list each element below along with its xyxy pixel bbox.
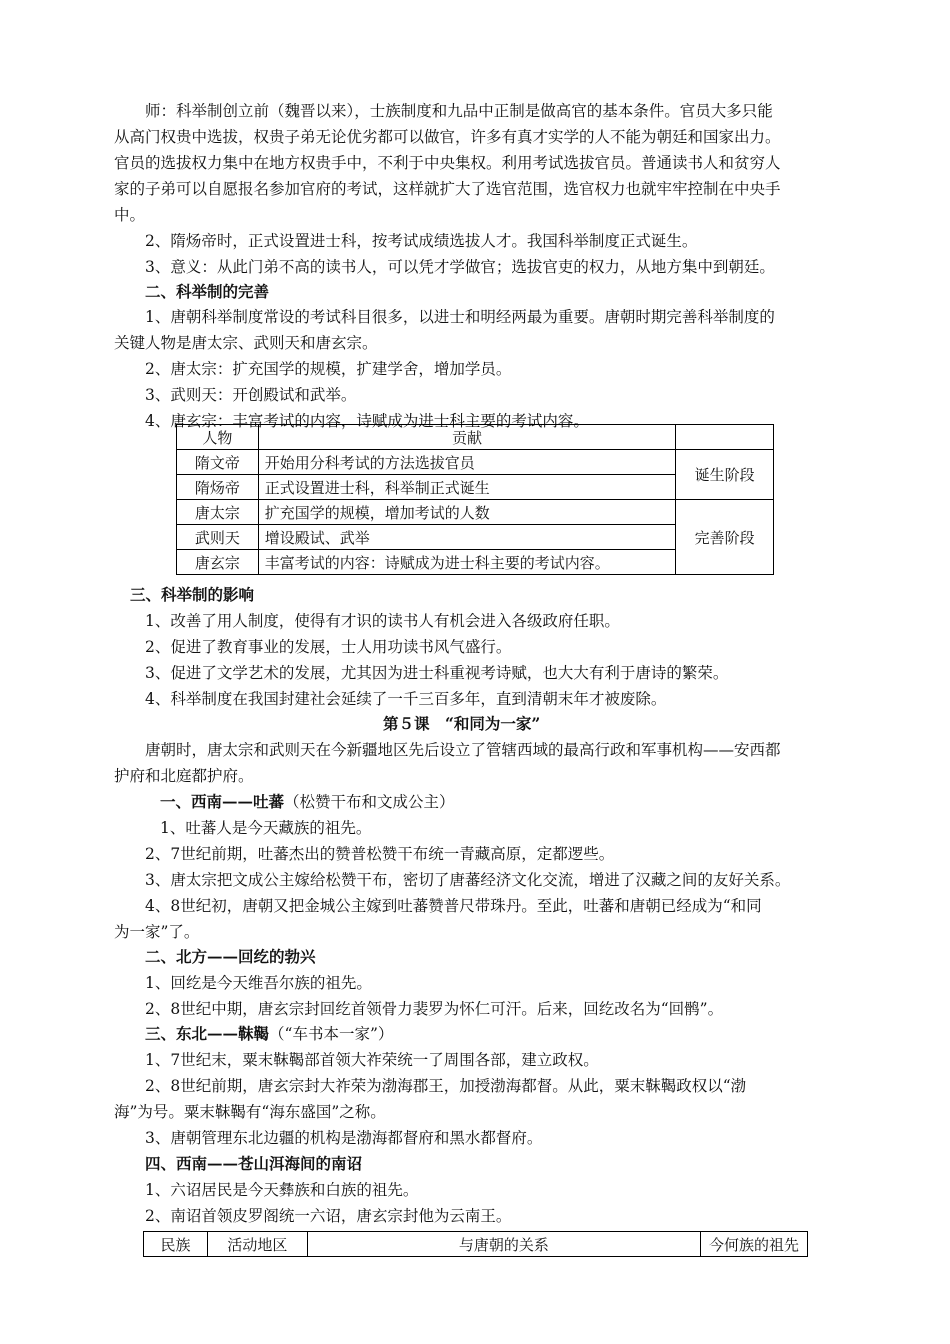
tang-point-4: 4、唐玄宗：丰富考试的内容，诗赋成为进士科主要的考试内容。 (145, 412, 589, 430)
heading-mohe-title: 三、东北——靺鞨 (145, 1024, 270, 1043)
nanzhao-point-2: 2、南诏首领皮罗阁统一六诏，唐玄宗封他为云南王。 (145, 1207, 512, 1225)
person-cell: 唐太宗 (177, 500, 259, 525)
table-header-row (177, 425, 774, 450)
tang-point-2: 2、唐太宗：扩充国学的规模，扩建学舍，增加学员。 (145, 360, 512, 378)
contribution-cell: 丰富考试的内容：诗赋成为进士科主要的考试内容。 (258, 550, 675, 575)
table-row (177, 450, 774, 475)
heading-tubo (160, 791, 455, 813)
table-header-cell: 与唐朝的关系 (307, 1232, 700, 1257)
influence-point-2: 2、促进了教育事业的发展，士人用功读书风气盛行。 (145, 638, 512, 656)
heading-mohe-note: （“车书本一家”） (269, 1025, 394, 1043)
teacher-paragraph-line-2: 从高门权贵中选拔，权贵子弟无论优劣都可以做官，许多有真才实学的人不能为朝廷和国家出力。 (114, 128, 781, 146)
table-header-cell: 活动地区 (207, 1232, 307, 1257)
contribution-cell: 正式设置进士科，科举制正式诞生 (258, 475, 675, 500)
huihe-point-1: 1、回纥是今天维吾尔族的祖先。 (145, 974, 372, 992)
person-cell: 隋炀帝 (177, 475, 259, 500)
tubo-point-3: 3、唐太宗把文成公主嫁给松赞干布，密切了唐蕃经济文化交流，增进了汉藏之间的友好关系。 (145, 871, 791, 889)
lesson-5-intro-line-1: 唐朝时，唐太宗和武则天在今新疆地区先后设立了管辖西域的最高行政和军事机构——安西都 (145, 741, 781, 759)
contribution-cell: 增设殿试、武举 (258, 525, 675, 550)
mohe-point-1: 1、7世纪末，粟末靺鞨部首领大祚荣统一了周围各部，建立政权。 (145, 1051, 599, 1069)
heading-tubo-note: （松赞干布和文成公主） (284, 793, 455, 811)
influence-point-1: 1、改善了用人制度，使得有才识的读书人有机会进入各级政府任职。 (145, 612, 620, 630)
ethnic-relations-table (143, 1231, 808, 1257)
huihe-point-2: 2、8世纪中期，唐玄宗封回纥首领骨力裴罗为怀仁可汗。后来，回纥改名为“回鹘”。 (145, 1000, 724, 1018)
tubo-point-4-line-1: 4、8世纪初，唐朝又把金城公主嫁到吐蕃赞普尺带珠丹。至此，吐蕃和唐朝已经成为“和同 (145, 897, 762, 915)
tang-point-1-line-2: 关键人物是唐太宗、武则天和唐玄宗。 (114, 334, 378, 352)
table-header-row (144, 1232, 808, 1257)
tubo-point-1: 1、吐蕃人是今天藏族的祖先。 (160, 819, 372, 837)
lesson-5-title: 第５课 “和同为一家” (383, 714, 541, 733)
table-header-cell: 民族 (144, 1232, 208, 1257)
table-header-cell (676, 425, 774, 450)
influence-point-3: 3、促进了文学艺术的发展，尤其因为进士科重视考诗赋，也大大有利于唐诗的繁荣。 (145, 664, 729, 682)
heading-huihe: 二、北方——回纥的勃兴 (145, 947, 316, 966)
table-header-cell: 贡献 (258, 425, 675, 450)
stage-cell: 诞生阶段 (676, 450, 774, 500)
sui-point-3: 3、意义：从此门弟不高的读书人，可以凭才学做官；选拔官吏的权力，从地方集中到朝廷。 (145, 258, 775, 276)
stage-cell: 完善阶段 (676, 500, 774, 575)
heading-keju-influence: 三、科举制的影响 (130, 585, 255, 604)
heading-nanzhao: 四、西南——苍山洱海间的南诏 (145, 1154, 363, 1173)
tubo-point-4-line-2: 为一家”了。 (114, 923, 200, 941)
table-header-cell: 人物 (177, 425, 259, 450)
mohe-point-3: 3、唐朝管理东北边疆的机构是渤海都督府和黑水都督府。 (145, 1129, 543, 1147)
heading-mohe (145, 1023, 393, 1045)
contribution-cell: 开始用分科考试的方法选拔官员 (258, 450, 675, 475)
tubo-point-2: 2、7世纪前期，吐蕃杰出的赞普松赞干布统一青藏高原，定都逻些。 (145, 845, 615, 863)
teacher-paragraph-line-3: 官员的选拔权力集中在地方权贵手中，不利于中央集权。利用考试选拔官员。普通读书人和贫穷人 (114, 154, 781, 172)
person-cell: 唐玄宗 (177, 550, 259, 575)
lesson-5-intro-line-2: 护府和北庭都护府。 (114, 767, 254, 785)
heading-tubo-title: 一、西南——吐蕃 (160, 792, 285, 811)
influence-point-4: 4、科举制度在我国封建社会延续了一千三百多年，直到清朝末年才被废除。 (145, 690, 667, 708)
tang-point-1-line-1: 1、唐朝科举制度常设的考试科目很多，以进士和明经两最为重要。唐朝时期完善科举制度的 (145, 308, 775, 326)
person-cell: 武则天 (177, 525, 259, 550)
teacher-paragraph-line-5: 中。 (114, 206, 146, 224)
table-header-cell: 今何族的祖先 (700, 1232, 807, 1257)
heading-keju-perfection: 二、科举制的完善 (145, 282, 270, 301)
teacher-paragraph-line-4: 家的子弟可以自愿报名参加官府的考试，这样就扩大了选官范围，选官权力也就牢牢控制在中央手 (114, 180, 781, 198)
contribution-cell: 扩充国学的规模，增加考试的人数 (258, 500, 675, 525)
teacher-paragraph-line-1: 师：科举制创立前（魏晋以来），士族制度和九品中正制是做高官的基本条件。官员大多只能 (145, 102, 773, 120)
table-row (177, 500, 774, 525)
person-cell: 隋文帝 (177, 450, 259, 475)
sui-point-2: 2、隋炀帝时，正式设置进士科，按考试成绩选拔人才。我国科举制度正式诞生。 (145, 232, 698, 250)
tang-point-3: 3、武则天：开创殿试和武举。 (145, 386, 357, 404)
keju-contribution-table (176, 424, 774, 575)
nanzhao-point-1: 1、六诏居民是今天彝族和白族的祖先。 (145, 1181, 419, 1199)
mohe-point-2-line-1: 2、8世纪前期，唐玄宗封大祚荣为渤海郡王，加授渤海都督。从此，粟末靺鞨政权以“渤 (145, 1077, 747, 1095)
mohe-point-2-line-2: 海”为号。粟末靺鞨有“海东盛国”之称。 (114, 1103, 386, 1121)
